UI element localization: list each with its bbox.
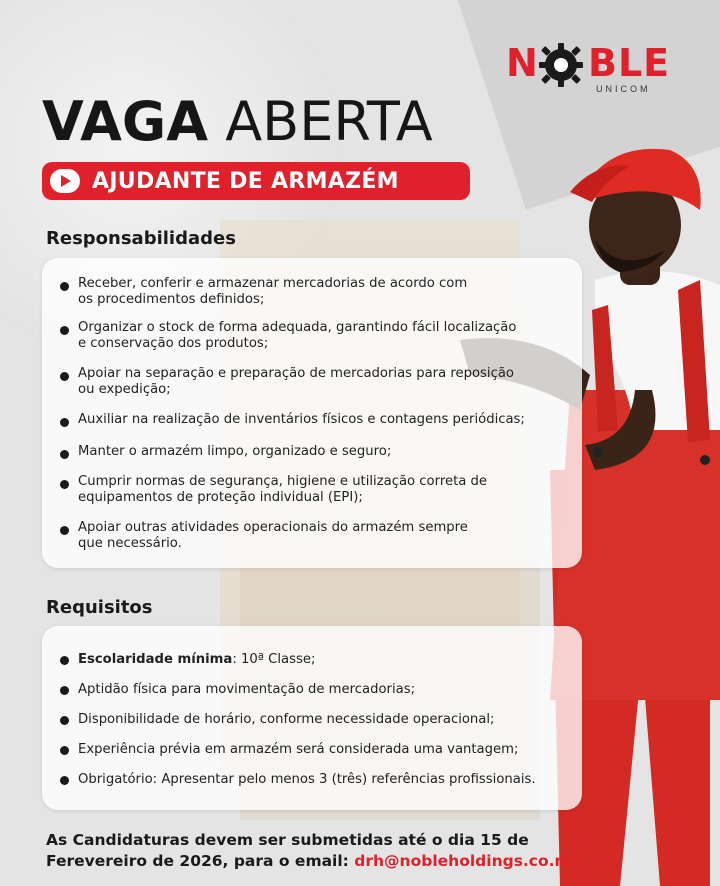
bullet-dot [60,372,69,381]
list-item-line: Apoiar na separação e preparação de mercadorias para reposição [78,366,514,381]
list-item [78,276,467,308]
noble-logo [506,40,682,92]
bullet-dot [60,282,69,291]
list-item-bold: Escolaridade mínima [78,652,233,667]
list-item-text: Aptidão física para movimentação de mercadorias; [78,682,416,697]
list-item-line: Receber, conferir e armazenar mercadorias de acordo com [78,276,468,291]
bullet-dot [60,480,69,489]
list-item-line: ou expedição; [78,382,171,397]
list-item-line: que necessário. [78,536,182,551]
title-light: ABERTA [225,90,433,153]
logo-letters-ble: BLE [588,41,671,85]
position-banner [42,162,470,200]
list-item [78,366,514,398]
play-arrow-icon [50,169,80,193]
list-item-line: Organizar o stock de forma adequada, garantindo fácil localização [78,320,517,335]
bullet-dot [60,776,69,785]
footer-line-2 [46,851,580,872]
list-item [78,652,315,668]
list-item [78,520,468,552]
list-item-line: Apoiar outras atividades operacionais do armazém sempre [78,520,468,535]
position-title: AJUDANTE DE ARMAZÉM [92,168,399,194]
list-item [78,742,518,758]
bullet-dot [60,686,69,695]
requisitos-card [42,626,582,810]
section-title-responsabilidades: Responsabilidades [46,228,236,249]
bullet-dot [60,326,69,335]
list-item-text: Experiência prévia em armazém será considerada uma vantagem; [78,742,519,757]
responsabilidades-card [42,258,582,568]
list-item-line: Cumprir normas de segurança, higiene e utilização correta de [78,474,487,489]
list-item [78,712,494,728]
logo-letter-n: N [506,41,539,85]
logo-subtitle: UNICOM [596,84,651,94]
title-bold: VAGA [42,90,209,153]
list-item [78,320,516,352]
list-item [78,412,525,428]
list-item-line: os procedimentos definidos; [78,292,265,307]
bullet-dot [60,450,69,459]
bullet-dot [60,526,69,535]
list-item-line: Manter o armazém limpo, organizado e seguro; [78,444,392,459]
bullet-dot [60,716,69,725]
list-item-line: e conservação dos produtos; [78,336,269,351]
email-link[interactable]: drh@nobleholdings.co.mz [354,852,580,870]
gear-icon [538,42,584,88]
application-instructions [46,830,580,872]
footer-line-1: As Candidaturas devem ser submetidas até o dia 15 de [46,831,529,849]
list-item-text: : 10ª Classe; [232,652,316,667]
section-title-requisitos: Requisitos [46,597,153,618]
list-item [78,474,487,506]
bullet-dot [60,746,69,755]
bullet-dot [60,418,69,427]
list-item [78,682,415,698]
list-item [78,772,536,788]
list-item-line: equipamentos de proteção individual (EPI); [78,490,363,505]
list-item-text: Obrigatório: Apresentar pelo menos 3 (três) referências profissionais. [78,772,536,787]
list-item [78,444,391,460]
list-item-text: Disponibilidade de horário, conforme necessidade operacional; [78,712,495,727]
page-title [42,92,433,152]
bullet-dot [60,656,69,665]
footer-line-2-text: Ferevereiro de 2026, para o email: [46,852,355,870]
list-item-line: Auxiliar na realização de inventários físicos e contagens periódicas; [78,412,525,427]
